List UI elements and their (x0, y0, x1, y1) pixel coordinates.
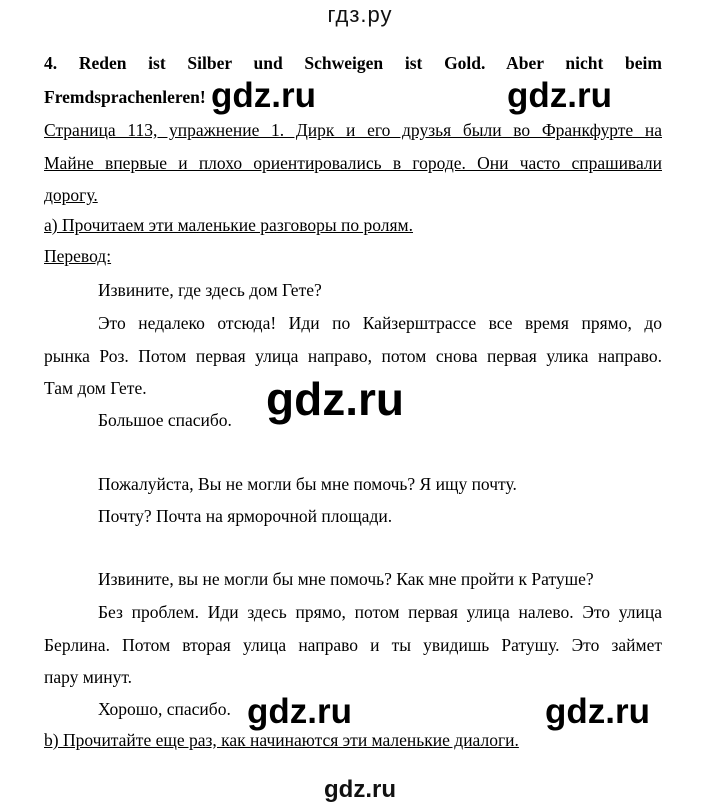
dialog2-question: Пожалуйста, Вы не могли бы мне помочь? Я ищу почту. (98, 474, 517, 494)
task-description-line-1: Страница 113, упражнение 1. Дирк и его друзья были во Франкфурте на (44, 120, 662, 140)
task-description-line-2: Майне впервые и плохо ориентировались в городе. Они часто спрашивали (44, 153, 662, 173)
dialog3-answer-line-1: Без проблем. Иди здесь прямо, потом первая улица налево. Это улица (98, 602, 662, 622)
site-header: гдз.ру (327, 2, 393, 27)
task-description-line-3: дорогу. (44, 185, 98, 205)
watermark-logo-1: gdz.ru (207, 78, 320, 113)
dialog2-answer: Почту? Почта на ярморочной площади. (98, 506, 393, 526)
dialog1-answer-line-2: рынка Роз. Потом первая улица направо, потом снова первая улика направо. (44, 346, 662, 366)
dialog1-answer-line-1: Это недалеко отсюда! Иди по Кайзерштрассе все время прямо, до (98, 313, 662, 333)
watermark-logo-3: gdz.ru (262, 376, 408, 422)
translation-label: Перевод: (44, 246, 112, 266)
dialog3-question: Извините, вы не могли бы мне помочь? Как мне пройти к Ратуше? (98, 569, 594, 589)
dialog3-answer-line-3: пару минут. (44, 667, 133, 687)
section-heading-line-1: 4. Reden ist Silber und Schweigen ist Gold. Aber nicht beim (44, 53, 662, 73)
site-footer: gdz.ru (324, 776, 396, 803)
section-heading-line-2: Fremdsprachenleren! (44, 87, 206, 107)
task-part-a: а) Прочитаем эти маленькие разговоры по ролям. (44, 215, 413, 235)
watermark-logo-5: gdz.ru (541, 694, 654, 729)
dialog1-thanks: Большое спасибо. (98, 410, 232, 430)
dialog3-thanks: Хорошо, спасибо. (98, 699, 231, 719)
watermark-logo-4: gdz.ru (243, 694, 356, 729)
dialog1-question: Извините, где здесь дом Гете? (98, 280, 322, 300)
task-part-b: b) Прочитайте еще раз, как начинаются эти маленькие диалоги. (44, 730, 519, 750)
watermark-logo-2: gdz.ru (503, 78, 616, 113)
dialog3-answer-line-2: Берлина. Потом вторая улица направо и ты увидишь Ратушу. Это займет (44, 635, 662, 655)
dialog1-answer-line-3: Там дом Гете. (44, 378, 147, 398)
